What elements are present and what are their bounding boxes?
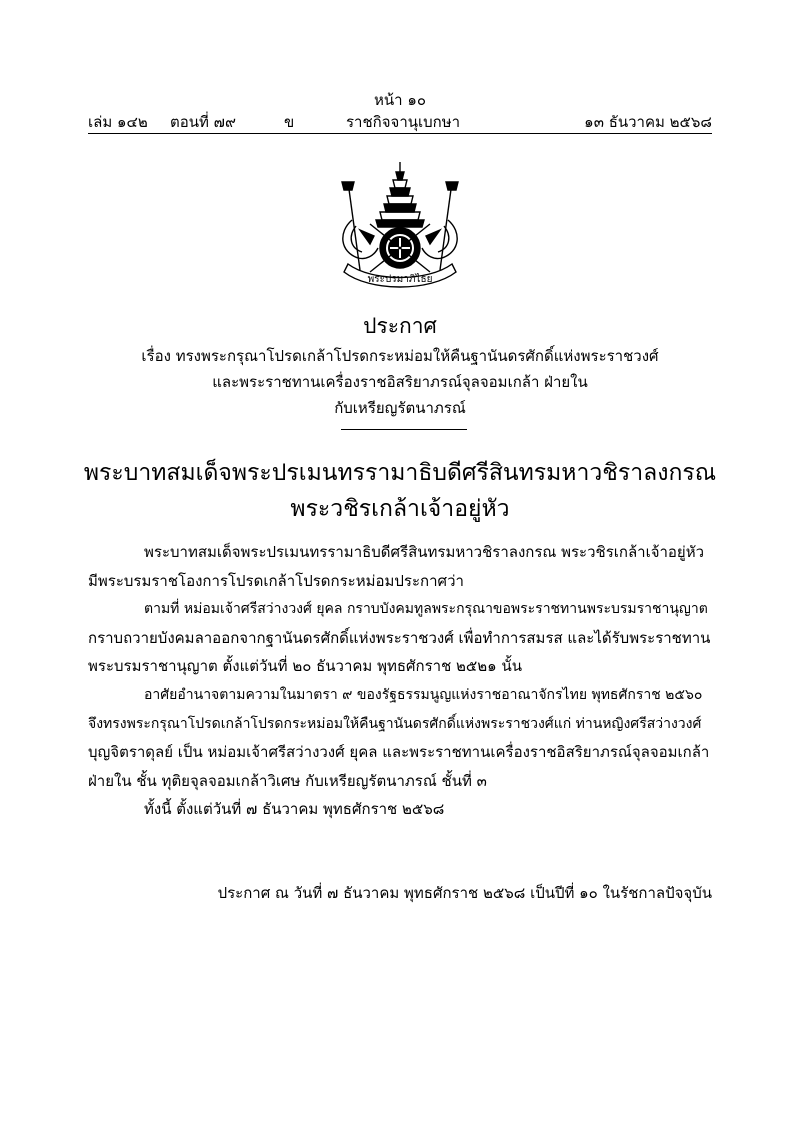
- paragraph-line: อาศัยอำนาจตามความในมาตรา ๙ ของรัฐธรรมนูญแห่งราชอาณาจักรไทย พุทธศักราช ๒๕๖๐: [144, 686, 703, 703]
- volume-label: เล่ม ๑๔๒: [88, 113, 148, 131]
- emblem-ribbon-text: พระปรมาภิไธย: [367, 274, 433, 285]
- header-divider: [88, 133, 712, 134]
- closing-date-line: ประกาศ ณ วันที่ ๗ ธันวาคม พุทธศักราช ๒๕๖๘ เป็นปีที่ ๑๐ ในรัชกาลปัจจุบัน: [217, 884, 712, 902]
- king-title-line: พระบาทสมเด็จพระปรเมนทรรามาธิบดีศรีสินทรมหาวชิราลงกรณ: [83, 460, 717, 486]
- king-title: [0, 455, 800, 527]
- paragraph-line: ฝ่ายใน ชั้น ทุติยจุลจอมเกล้าวิเศษ กับเหรียญรัตนาภรณ์ ชั้นที่ ๓: [88, 771, 487, 790]
- royal-emblem-icon: [330, 160, 470, 295]
- paragraph-line: พระบาทสมเด็จพระปรเมนทรรามาธิบดีศรีสินทรมหาวชิราลงกรณ พระวชิรเกล้าเจ้าอยู่หัว: [144, 543, 705, 561]
- announcement-body: [88, 538, 712, 824]
- gazette-name: ราชกิจจานุเบกษา: [346, 113, 461, 131]
- paragraph-line: ทั้งนี้ ตั้งแต่วันที่ ๗ ธันวาคม พุทธศักราช ๒๕๖๘: [144, 800, 445, 819]
- section-label: ข: [284, 113, 295, 131]
- publication-date: ๑๓ ธันวาคม ๒๕๖๘: [584, 113, 712, 131]
- paragraph-line: มีพระบรมราชโองการโปรดเกล้าโปรดกระหม่อมประกาศว่า: [88, 571, 464, 590]
- king-title-line: พระวชิรเกล้าเจ้าอยู่หัว: [290, 496, 510, 522]
- paragraph-line: บุญจิตราดุลย์ เป็น หม่อมเจ้าศรีสว่างวงศ์ ยุคล และพระราชทานเครื่องราชอิสริยาภรณ์จุลจอมเกล้า: [88, 743, 710, 762]
- issue-label: ตอนที่ ๗๙: [170, 113, 236, 131]
- page-number: หน้า ๑๐: [373, 91, 426, 109]
- announcement-subject: [0, 343, 800, 421]
- paragraph-line: กราบถวายบังคมลาออกจากฐานันดรศักดิ์แห่งพระราชวงศ์ เพื่อทำการสมรส และได้รับพระราชทาน: [88, 628, 711, 647]
- subject-line: เรื่อง ทรงพระกรุณาโปรดเกล้าโปรดกระหม่อมให้คืนฐานันดรศักดิ์แห่งพระราชวงศ์: [141, 347, 659, 365]
- paragraph-line: พระบรมราชานุญาต ตั้งแต่วันที่ ๒๐ ธันวาคม พุทธศักราช ๒๕๒๑ นั้น: [88, 657, 522, 676]
- subject-divider: [341, 429, 467, 430]
- subject-line: และพระราชทานเครื่องราชอิสริยาภรณ์จุลจอมเกล้า ฝ่ายใน: [212, 373, 588, 391]
- subject-line: กับเหรียญรัตนาภรณ์: [334, 399, 466, 417]
- announcement-title: ประกาศ: [363, 314, 437, 338]
- gazette-header: [88, 110, 712, 132]
- paragraph-line: จึงทรงพระกรุณาโปรดเกล้าโปรดกระหม่อมให้คืนฐานันดรศักดิ์แห่งพระราชวงศ์แก่ ท่านหญิงศรีสว่างวงศ์: [88, 715, 702, 732]
- paragraph-line: ตามที่ หม่อมเจ้าศรีสว่างวงศ์ ยุคล กราบบังคมทูลพระกรุณาขอพระราชทานพระบรมราชานุญาต: [144, 601, 708, 618]
